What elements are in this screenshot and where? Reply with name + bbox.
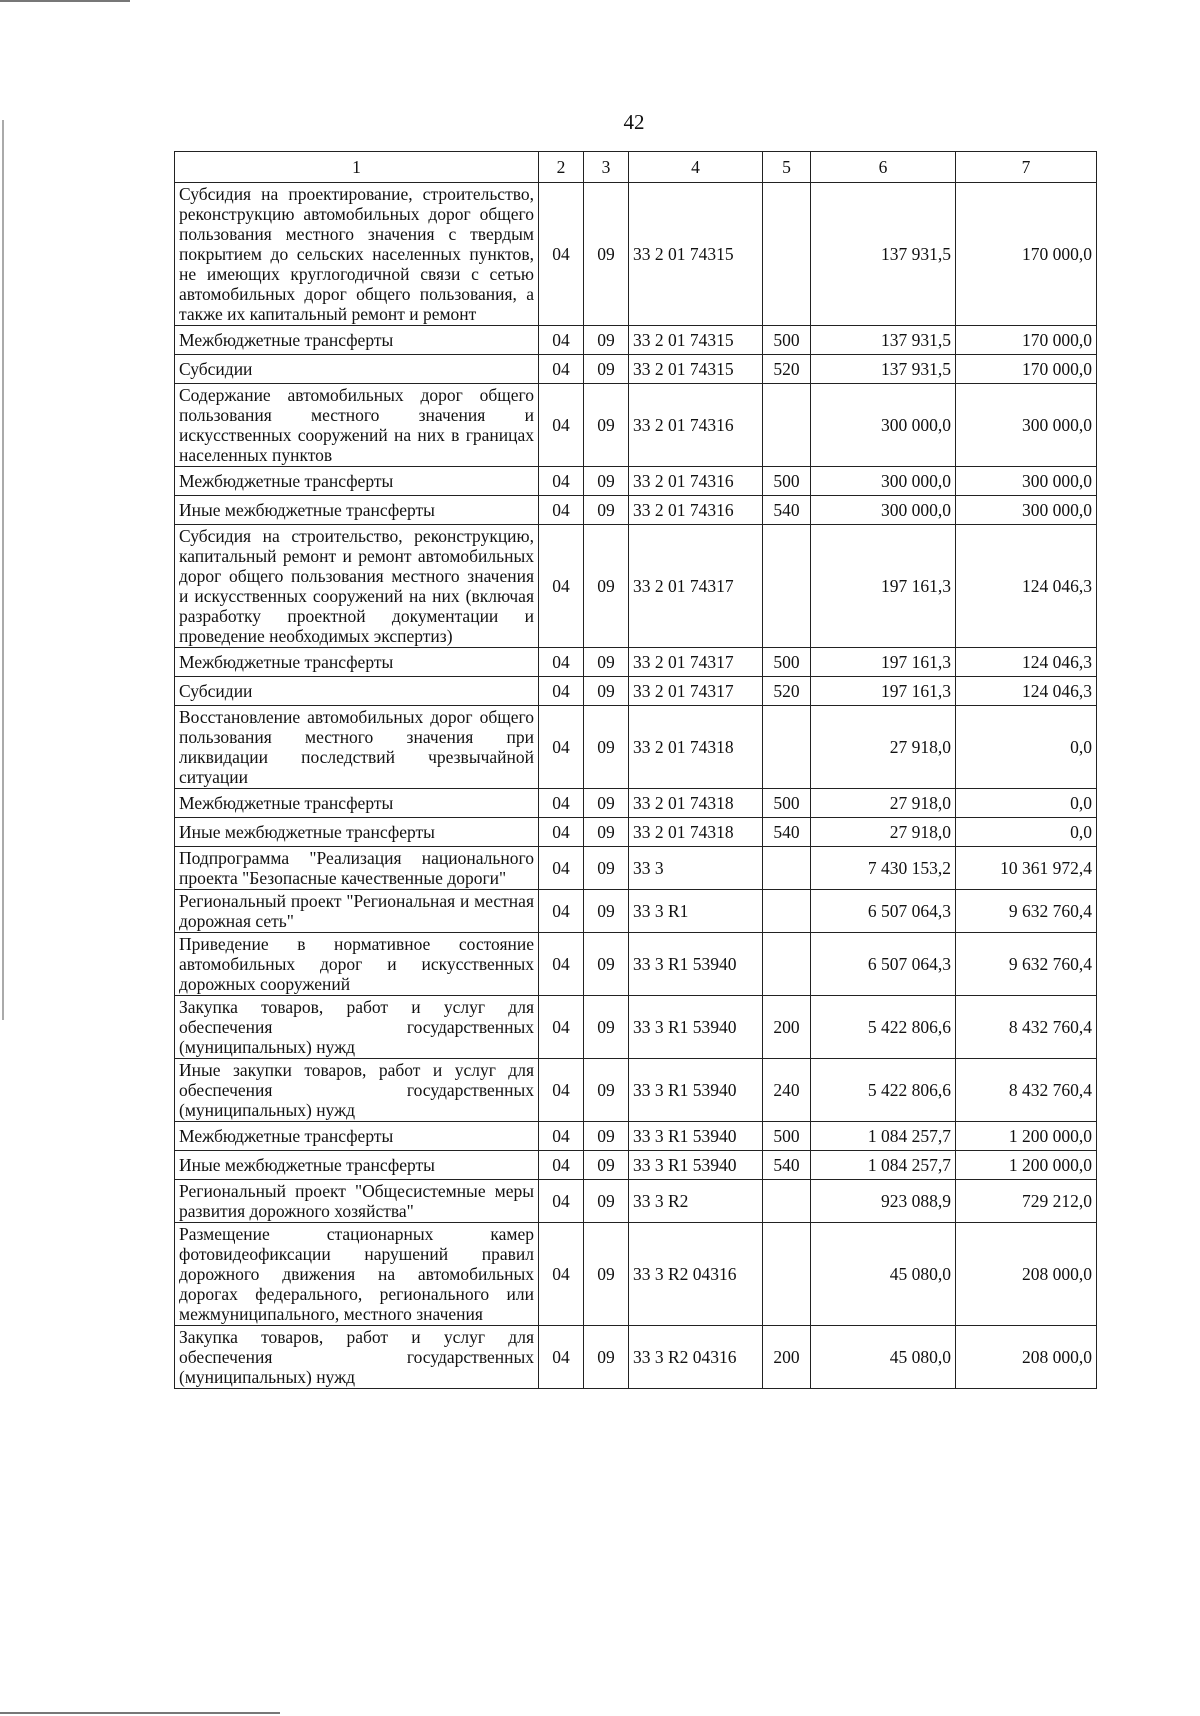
row-section-cell: 04 [539, 1122, 584, 1151]
row-name-cell: Региональный проект "Региональная и местная дорожная сеть" [175, 890, 539, 933]
header-cell: 2 [539, 152, 584, 183]
row-name-cell: Иные межбюджетные трансферты [175, 496, 539, 525]
header-cell: 7 [956, 152, 1097, 183]
row-section-cell: 04 [539, 525, 584, 648]
row-target-code-cell: 33 3 R1 [629, 890, 763, 933]
row-subsection-cell: 09 [584, 890, 629, 933]
table-row [175, 384, 1097, 467]
row-subsection-cell: 09 [584, 996, 629, 1059]
table-row [175, 326, 1097, 355]
row-expense-type-cell: 540 [763, 818, 811, 847]
row-amount-year2-cell: 208 000,0 [956, 1223, 1097, 1326]
row-subsection-cell: 09 [584, 496, 629, 525]
row-expense-type-cell: 520 [763, 355, 811, 384]
row-amount-year2-cell: 10 361 972,4 [956, 847, 1097, 890]
row-amount-year2-cell: 300 000,0 [956, 496, 1097, 525]
row-subsection-cell: 09 [584, 467, 629, 496]
row-name-cell: Субсидия на строительство, реконструкцию, капитальный ремонт и ремонт автомобильных дорог общего пользования местного значения и искусственных сооружений на них (включая разработку проектной документации и проведение необходимых экспертиз) [175, 525, 539, 648]
row-amount-year1-cell: 5 422 806,6 [811, 1059, 956, 1122]
row-amount-year2-cell: 300 000,0 [956, 384, 1097, 467]
row-amount-year1-cell: 6 507 064,3 [811, 890, 956, 933]
row-amount-year1-cell: 45 080,0 [811, 1223, 956, 1326]
row-amount-year2-cell: 300 000,0 [956, 467, 1097, 496]
row-section-cell: 04 [539, 648, 584, 677]
row-expense-type-cell [763, 847, 811, 890]
row-target-code-cell: 33 3 R1 53940 [629, 1059, 763, 1122]
table-row [175, 496, 1097, 525]
row-target-code-cell: 33 3 R1 53940 [629, 933, 763, 996]
row-amount-year2-cell: 124 046,3 [956, 525, 1097, 648]
row-expense-type-cell: 240 [763, 1059, 811, 1122]
row-section-cell: 04 [539, 326, 584, 355]
row-subsection-cell: 09 [584, 1151, 629, 1180]
row-section-cell: 04 [539, 355, 584, 384]
row-section-cell: 04 [539, 1223, 584, 1326]
row-amount-year1-cell: 27 918,0 [811, 818, 956, 847]
row-subsection-cell: 09 [584, 933, 629, 996]
row-amount-year1-cell: 137 931,5 [811, 326, 956, 355]
row-target-code-cell: 33 2 01 74316 [629, 384, 763, 467]
table-row [175, 1223, 1097, 1326]
table-row [175, 525, 1097, 648]
row-section-cell: 04 [539, 996, 584, 1059]
table-row [175, 467, 1097, 496]
row-expense-type-cell: 500 [763, 326, 811, 355]
row-section-cell: 04 [539, 384, 584, 467]
row-section-cell: 04 [539, 847, 584, 890]
row-amount-year1-cell: 7 430 153,2 [811, 847, 956, 890]
row-amount-year1-cell: 197 161,3 [811, 677, 956, 706]
row-target-code-cell: 33 3 R2 [629, 1180, 763, 1223]
row-amount-year1-cell: 27 918,0 [811, 789, 956, 818]
row-amount-year1-cell: 300 000,0 [811, 384, 956, 467]
row-amount-year2-cell: 0,0 [956, 789, 1097, 818]
row-amount-year1-cell: 1 084 257,7 [811, 1151, 956, 1180]
row-expense-type-cell: 200 [763, 996, 811, 1059]
row-section-cell: 04 [539, 183, 584, 326]
row-name-cell: Иные закупки товаров, работ и услуг для обеспечения государственных (муниципальных) нужд [175, 1059, 539, 1122]
row-target-code-cell: 33 3 R1 53940 [629, 1151, 763, 1180]
row-amount-year2-cell: 1 200 000,0 [956, 1151, 1097, 1180]
row-amount-year2-cell: 170 000,0 [956, 183, 1097, 326]
row-name-cell: Межбюджетные трансферты [175, 326, 539, 355]
row-amount-year1-cell: 27 918,0 [811, 706, 956, 789]
table-row [175, 1151, 1097, 1180]
row-target-code-cell: 33 2 01 74315 [629, 355, 763, 384]
header-cell: 5 [763, 152, 811, 183]
row-expense-type-cell: 540 [763, 496, 811, 525]
row-name-cell: Восстановление автомобильных дорог общего пользования местного значения при ликвидации последствий чрезвычайной ситуации [175, 706, 539, 789]
table-row [175, 1122, 1097, 1151]
row-expense-type-cell [763, 933, 811, 996]
row-name-cell: Закупка товаров, работ и услуг для обеспечения государственных (муниципальных) нужд [175, 1326, 539, 1389]
row-amount-year2-cell: 729 212,0 [956, 1180, 1097, 1223]
row-name-cell: Межбюджетные трансферты [175, 467, 539, 496]
scan-edge-top [0, 0, 130, 2]
row-subsection-cell: 09 [584, 1223, 629, 1326]
row-name-cell: Приведение в нормативное состояние автомобильных дорог и искусственных дорожных сооружений [175, 933, 539, 996]
row-target-code-cell: 33 3 R1 53940 [629, 1122, 763, 1151]
table-row [175, 847, 1097, 890]
row-name-cell: Иные межбюджетные трансферты [175, 1151, 539, 1180]
row-name-cell: Подпрограмма "Реализация национального проекта "Безопасные качественные дороги" [175, 847, 539, 890]
table-row [175, 996, 1097, 1059]
table-row [175, 1326, 1097, 1389]
page-number: 42 [623, 110, 645, 134]
row-amount-year1-cell: 197 161,3 [811, 525, 956, 648]
row-amount-year1-cell: 137 931,5 [811, 355, 956, 384]
row-expense-type-cell [763, 1223, 811, 1326]
row-name-cell: Региональный проект "Общесистемные меры развития дорожного хозяйства" [175, 1180, 539, 1223]
budget-table [174, 151, 1097, 1389]
row-expense-type-cell [763, 384, 811, 467]
row-expense-type-cell: 520 [763, 677, 811, 706]
row-target-code-cell: 33 3 R1 53940 [629, 996, 763, 1059]
row-amount-year2-cell: 0,0 [956, 818, 1097, 847]
table-row [175, 1059, 1097, 1122]
row-subsection-cell: 09 [584, 1059, 629, 1122]
row-subsection-cell: 09 [584, 1180, 629, 1223]
row-section-cell: 04 [539, 467, 584, 496]
row-section-cell: 04 [539, 933, 584, 996]
row-name-cell: Субсидия на проектирование, строительство, реконструкцию автомобильных дорог общего пользования местного значения с твердым покрытием до сельских населенных пунктов, не имеющих круглогодичной связи с сетью автомобильных дорог общего пользования, а также их капитальный ремонт и ремонт [175, 183, 539, 326]
table-row [175, 818, 1097, 847]
row-amount-year2-cell: 124 046,3 [956, 648, 1097, 677]
row-amount-year1-cell: 137 931,5 [811, 183, 956, 326]
row-name-cell: Содержание автомобильных дорог общего пользования местного значения и искусственных сооружений на них в границах населенных пунктов [175, 384, 539, 467]
row-subsection-cell: 09 [584, 789, 629, 818]
header-cell: 6 [811, 152, 956, 183]
table-row [175, 355, 1097, 384]
row-name-cell: Межбюджетные трансферты [175, 1122, 539, 1151]
row-expense-type-cell [763, 183, 811, 326]
row-target-code-cell: 33 2 01 74315 [629, 183, 763, 326]
row-amount-year2-cell: 170 000,0 [956, 355, 1097, 384]
row-amount-year2-cell: 208 000,0 [956, 1326, 1097, 1389]
row-target-code-cell: 33 2 01 74318 [629, 789, 763, 818]
table-row [175, 1180, 1097, 1223]
row-amount-year2-cell: 8 432 760,4 [956, 1059, 1097, 1122]
row-target-code-cell: 33 2 01 74317 [629, 648, 763, 677]
row-name-cell: Субсидии [175, 677, 539, 706]
row-amount-year1-cell: 923 088,9 [811, 1180, 956, 1223]
row-section-cell: 04 [539, 1180, 584, 1223]
row-target-code-cell: 33 2 01 74318 [629, 706, 763, 789]
row-section-cell: 04 [539, 677, 584, 706]
row-expense-type-cell: 500 [763, 467, 811, 496]
header-cell: 1 [175, 152, 539, 183]
header-cell: 3 [584, 152, 629, 183]
row-amount-year1-cell: 5 422 806,6 [811, 996, 956, 1059]
row-name-cell: Межбюджетные трансферты [175, 789, 539, 818]
row-name-cell: Иные межбюджетные трансферты [175, 818, 539, 847]
row-subsection-cell: 09 [584, 1122, 629, 1151]
row-name-cell: Субсидии [175, 355, 539, 384]
row-target-code-cell: 33 2 01 74317 [629, 525, 763, 648]
table-row [175, 677, 1097, 706]
row-expense-type-cell [763, 525, 811, 648]
row-amount-year2-cell: 0,0 [956, 706, 1097, 789]
row-subsection-cell: 09 [584, 183, 629, 326]
row-expense-type-cell [763, 1180, 811, 1223]
row-target-code-cell: 33 2 01 74318 [629, 818, 763, 847]
table-row [175, 183, 1097, 326]
row-section-cell: 04 [539, 1326, 584, 1389]
row-subsection-cell: 09 [584, 677, 629, 706]
row-subsection-cell: 09 [584, 326, 629, 355]
row-amount-year1-cell: 1 084 257,7 [811, 1122, 956, 1151]
table-row [175, 648, 1097, 677]
row-subsection-cell: 09 [584, 384, 629, 467]
row-target-code-cell: 33 2 01 74316 [629, 496, 763, 525]
row-target-code-cell: 33 2 01 74317 [629, 677, 763, 706]
table-row [175, 933, 1097, 996]
row-target-code-cell: 33 3 R2 04316 [629, 1326, 763, 1389]
row-target-code-cell: 33 2 01 74316 [629, 467, 763, 496]
row-section-cell: 04 [539, 890, 584, 933]
table-row [175, 890, 1097, 933]
row-section-cell: 04 [539, 1059, 584, 1122]
row-subsection-cell: 09 [584, 706, 629, 789]
row-amount-year2-cell: 170 000,0 [956, 326, 1097, 355]
row-expense-type-cell [763, 890, 811, 933]
row-target-code-cell: 33 2 01 74315 [629, 326, 763, 355]
table-header-row [175, 152, 1097, 183]
row-amount-year1-cell: 300 000,0 [811, 496, 956, 525]
row-amount-year2-cell: 8 432 760,4 [956, 996, 1097, 1059]
row-amount-year2-cell: 9 632 760,4 [956, 890, 1097, 933]
row-expense-type-cell: 540 [763, 1151, 811, 1180]
table-row [175, 706, 1097, 789]
row-expense-type-cell: 500 [763, 789, 811, 818]
row-amount-year2-cell: 124 046,3 [956, 677, 1097, 706]
row-subsection-cell: 09 [584, 355, 629, 384]
row-expense-type-cell: 500 [763, 648, 811, 677]
row-expense-type-cell: 200 [763, 1326, 811, 1389]
row-name-cell: Закупка товаров, работ и услуг для обеспечения государственных (муниципальных) нужд [175, 996, 539, 1059]
row-expense-type-cell: 500 [763, 1122, 811, 1151]
row-expense-type-cell [763, 706, 811, 789]
row-section-cell: 04 [539, 1151, 584, 1180]
scan-edge-bottom [0, 1712, 280, 1714]
row-subsection-cell: 09 [584, 648, 629, 677]
row-name-cell: Межбюджетные трансферты [175, 648, 539, 677]
row-subsection-cell: 09 [584, 525, 629, 648]
row-amount-year1-cell: 300 000,0 [811, 467, 956, 496]
row-amount-year1-cell: 197 161,3 [811, 648, 956, 677]
row-section-cell: 04 [539, 789, 584, 818]
row-target-code-cell: 33 3 R2 04316 [629, 1223, 763, 1326]
header-cell: 4 [629, 152, 763, 183]
table-row [175, 789, 1097, 818]
row-subsection-cell: 09 [584, 847, 629, 890]
row-name-cell: Размещение стационарных камер фотовидеофиксации нарушений правил дорожного движения на автомобильных дорогах федерального, регионального или межмуниципального, местного значения [175, 1223, 539, 1326]
row-section-cell: 04 [539, 496, 584, 525]
row-amount-year2-cell: 9 632 760,4 [956, 933, 1097, 996]
row-amount-year2-cell: 1 200 000,0 [956, 1122, 1097, 1151]
scan-edge-left [2, 120, 4, 1020]
row-amount-year1-cell: 45 080,0 [811, 1326, 956, 1389]
row-subsection-cell: 09 [584, 1326, 629, 1389]
row-subsection-cell: 09 [584, 818, 629, 847]
row-target-code-cell: 33 3 [629, 847, 763, 890]
row-section-cell: 04 [539, 818, 584, 847]
row-section-cell: 04 [539, 706, 584, 789]
row-amount-year1-cell: 6 507 064,3 [811, 933, 956, 996]
